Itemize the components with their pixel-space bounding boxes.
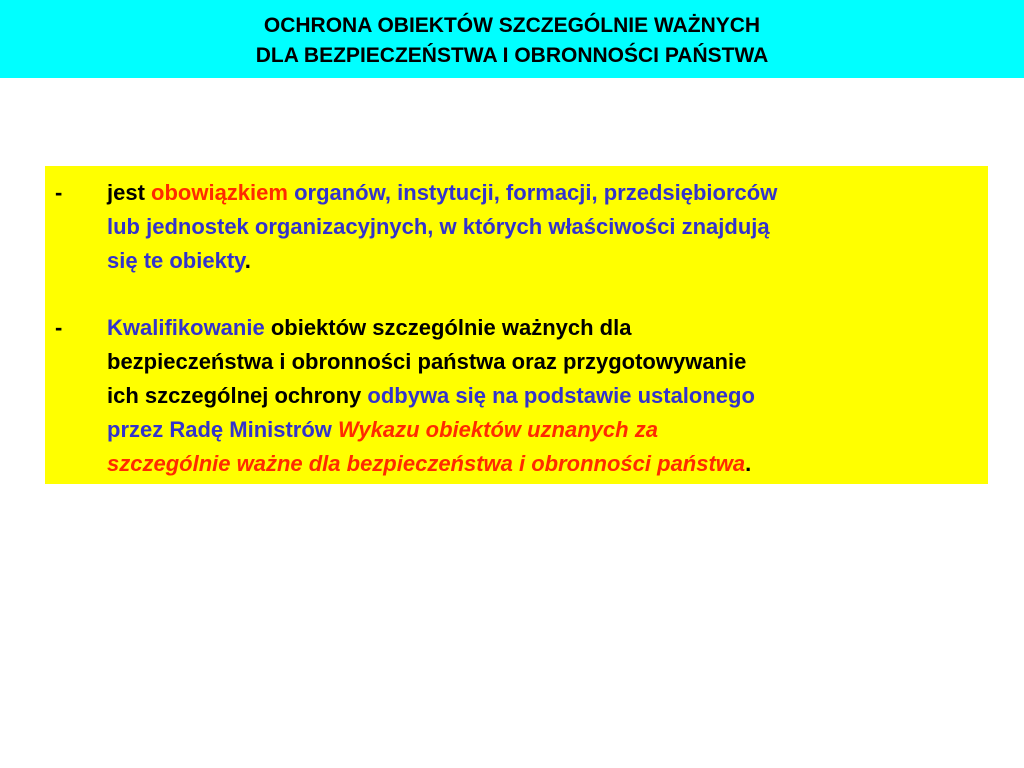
bullet-item-2 <box>45 311 988 481</box>
text-run: . <box>244 248 251 273</box>
item-2-line-3 <box>107 379 755 413</box>
text-run: szczególnie ważne dla bezpieczeństwa i obronności państwa <box>107 451 746 476</box>
text-run: . <box>745 451 752 476</box>
text-run: organów, instytucji, formacji, przedsiębiorców <box>287 180 778 205</box>
bullet-item-1 <box>45 176 988 278</box>
item-1-line-1 <box>107 176 777 210</box>
bullet-dash: - <box>55 315 63 340</box>
slide-title <box>0 0 1024 78</box>
text-run: przez Radę Ministrów <box>107 417 339 442</box>
text-run: lub jednostek organizacyjnych, w których właściwości znajdują <box>107 214 770 239</box>
title-line-2: DLA BEZPIECZEŃSTWA I OBRONNOŚCI PAŃSTWA <box>255 44 769 67</box>
item-2-line-1 <box>107 311 631 345</box>
text-run: się te obiekty <box>107 248 245 273</box>
text-run: bezpieczeństwa i obronności państwa oraz przygotowywanie <box>107 349 747 374</box>
title-line-1: OCHRONA OBIEKTÓW SZCZEGÓLNIE WAŻNYCH <box>263 14 761 37</box>
item-1-line-3 <box>107 244 251 278</box>
text-run: odbywa się na podstawie ustalonego <box>367 383 755 408</box>
text-run: ich szczególnej ochrony <box>107 383 368 408</box>
text-run: obiektów szczególnie ważnych dla <box>264 315 632 340</box>
text-run: Wykazu obiektów uznanych za <box>338 417 658 442</box>
item-1-line-2 <box>107 210 770 244</box>
text-run: Kwalifikowanie <box>107 315 265 340</box>
content-box <box>45 166 988 484</box>
text-run: jest <box>107 180 152 205</box>
bullet-dash: - <box>55 180 63 205</box>
item-2-line-5 <box>107 447 751 481</box>
item-2-line-4 <box>107 413 658 447</box>
text-run: obowiązkiem <box>151 180 288 205</box>
item-2-line-2 <box>107 345 746 379</box>
